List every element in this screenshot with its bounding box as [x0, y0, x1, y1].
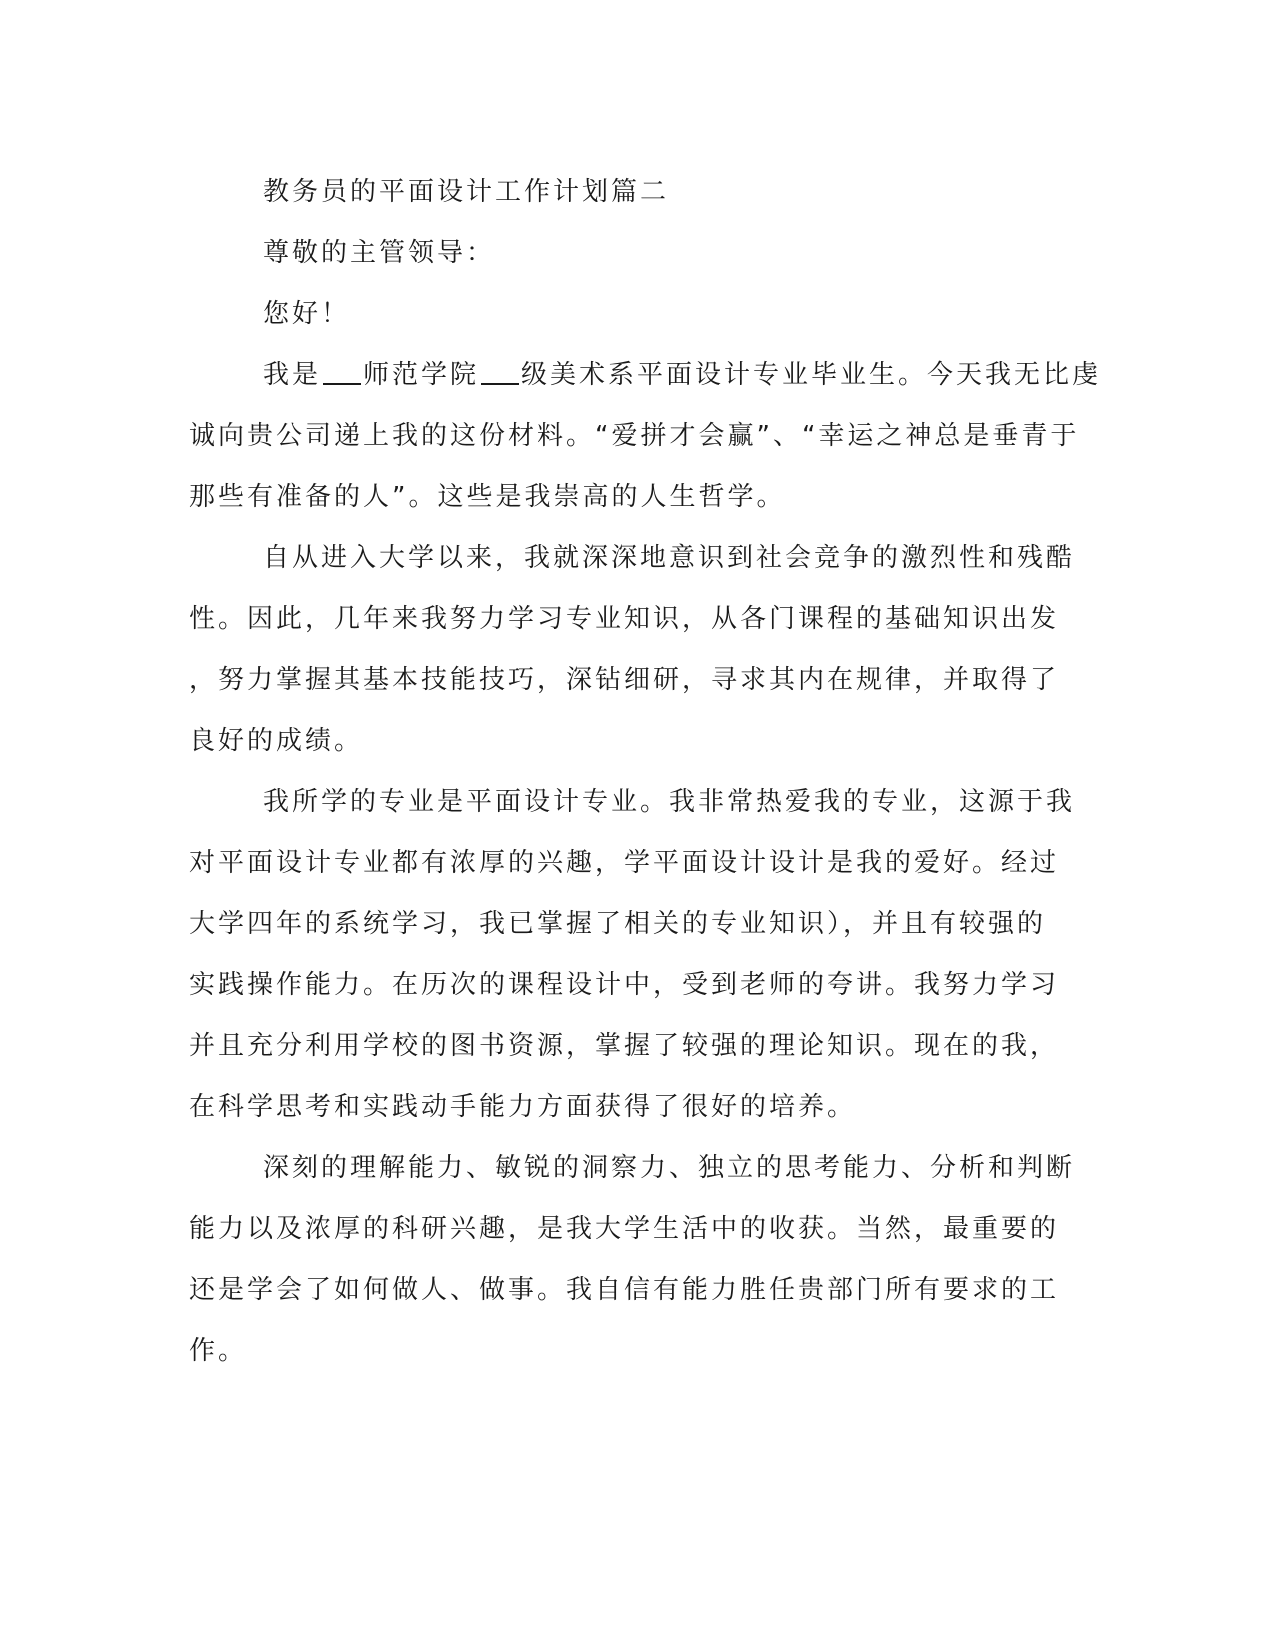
- paragraph-line: 我所学的专业是平面设计专业。我非常热爱我的专业，这源于我: [263, 787, 1076, 817]
- paragraph-1: [189, 345, 1102, 528]
- paragraph-3: [189, 772, 1076, 1138]
- paragraph-line: 诚向贵公司递上我的这份材料。“爱拼才会赢”、“幸运之神总是垂青于: [189, 421, 1080, 451]
- greeting: 您好！: [263, 299, 351, 329]
- paragraph-line: 自从进入大学以来，我就深深地意识到社会竞争的激烈性和残酷: [263, 543, 1076, 573]
- paragraph-line: 性。因此，几年来我努力学习专业知识，从各门课程的基础知识出发: [189, 604, 1060, 634]
- paragraph-4: [189, 1138, 1076, 1382]
- fill-in-blank: [481, 361, 519, 385]
- paragraph-line: 在科学思考和实践动手能力方面获得了很好的培养。: [189, 1092, 857, 1122]
- paragraph-line: 良好的成绩。: [189, 726, 364, 756]
- paragraph-line: ，努力掌握其基本技能技巧，深钻细研，寻求其内在规律，并取得了: [189, 665, 1060, 695]
- paragraph-line: 深刻的理解能力、敏锐的洞察力、独立的思考能力、分析和判断: [263, 1153, 1076, 1183]
- paragraph-line: 作。: [189, 1336, 248, 1366]
- text-segment: 级美术系平面设计专业毕业生。今天我无比虔: [521, 360, 1102, 390]
- document-body: [189, 162, 1102, 1382]
- paragraph-line: 实践操作能力。在历次的课程设计中，受到老师的夸讲。我努力学习: [189, 970, 1060, 1000]
- paragraph-line: 还是学会了如何做人、做事。我自信有能力胜任贵部门所有要求的工: [189, 1275, 1060, 1305]
- text-segment: 我是: [263, 360, 322, 390]
- text-segment: 师范学院: [363, 360, 480, 390]
- paragraph-line: 对平面设计专业都有浓厚的兴趣，学平面设计设计是我的爱好。经过: [189, 848, 1060, 878]
- paragraph-line: 能力以及浓厚的科研兴趣，是我大学生活中的收获。当然，最重要的: [189, 1214, 1060, 1244]
- paragraph-2: [189, 528, 1076, 772]
- document-title: 教务员的平面设计工作计划篇二: [263, 177, 670, 207]
- salutation: 尊敬的主管领导：: [263, 238, 496, 268]
- fill-in-blank: [323, 361, 361, 385]
- paragraph-line: 并且充分利用学校的图书资源，掌握了较强的理论知识。现在的我，: [189, 1031, 1060, 1061]
- paragraph-line: 大学四年的系统学习，我已掌握了相关的专业知识），并且有较强的: [189, 909, 1047, 939]
- paragraph-line: [189, 345, 1102, 406]
- paragraph-line: 那些有准备的人”。这些是我崇高的人生哲学。: [189, 482, 786, 512]
